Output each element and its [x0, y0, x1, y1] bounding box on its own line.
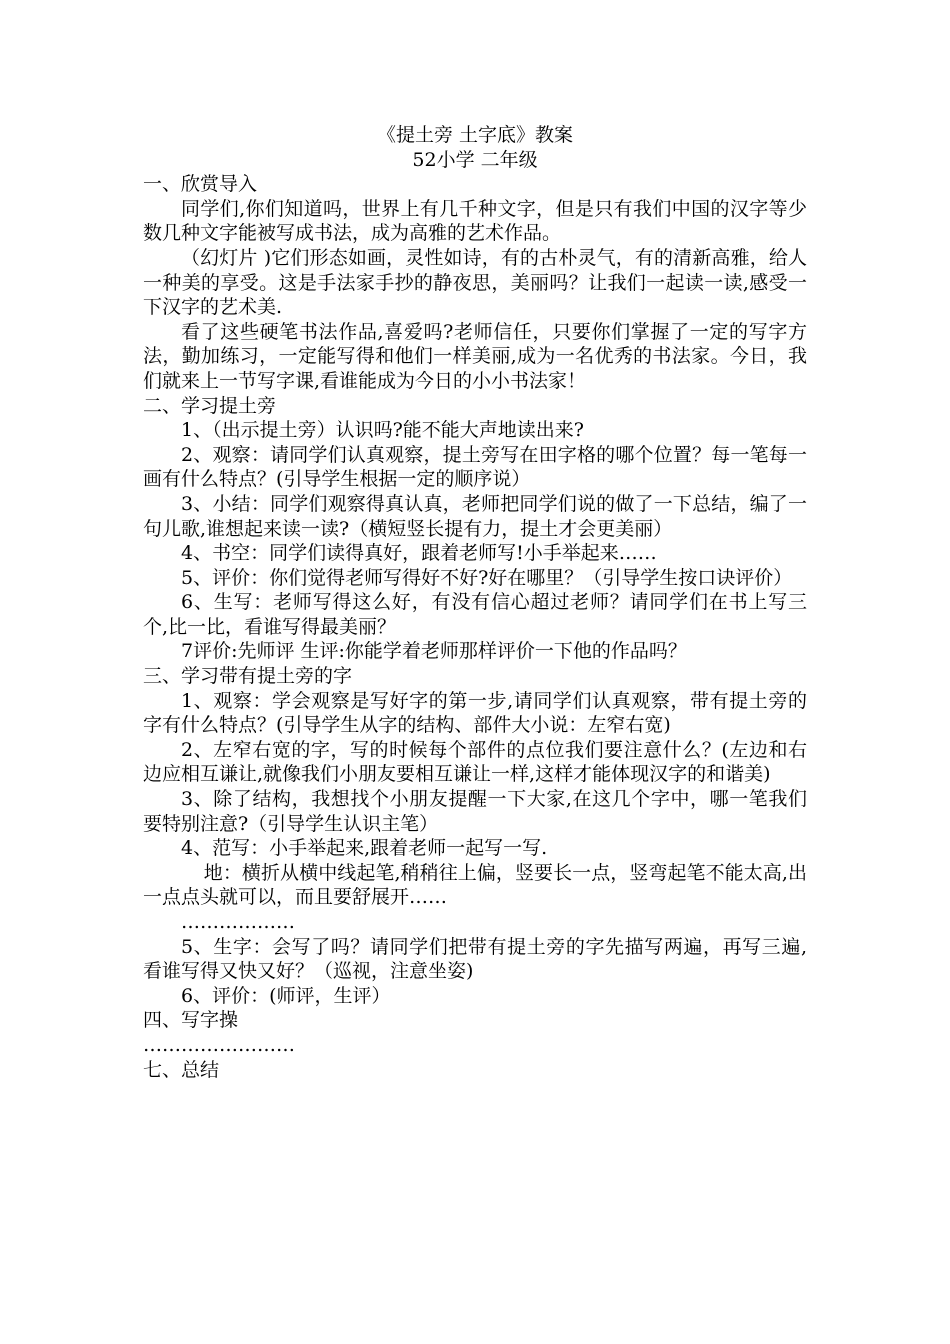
document-subtitle: 52小学 二年级 — [412, 148, 538, 171]
paragraph: 1、观察：学会观察是写好字的第一步,请同学们认真观察，带有提土旁的字有什么特点？(引导学生从字的结构、部件大小说：左窄右宽) — [143, 689, 807, 737]
paragraph: 7评价:先师评 生评:你能学着老师那样评价一下他的作品吗？ — [181, 640, 687, 663]
document-page — [143, 123, 807, 1082]
paragraph: 同学们,你们知道吗，世界上有几千种文字，但是只有我们中国的汉字等少数几种文字能被写成书法，成为高雅的艺术作品。 — [143, 197, 807, 245]
paragraph: 4、书空：同学们读得真好，跟着老师写!小手举起来…… — [181, 542, 657, 565]
document-title: 《提土旁 土字底》教案 — [376, 124, 574, 146]
paragraph: 看了这些硬笔书法作品,喜爱吗?老师信任，只要你们掌握了一定的写字方法，勤加练习，一定能写得和他们一样美丽,成为一名优秀的书法家。今日，我们就来上一节写字课,看谁能成为今日的小小书法家！ — [143, 320, 807, 392]
paragraph: 3、小结：同学们观察得真认真，老师把同学们说的做了一下总结，编了一句儿歌,谁想起来读一读?（横短竖长提有力，提土才会更美丽） — [143, 492, 807, 540]
paragraph: 4、范写：小手举起来,跟着老师一起写一写. — [181, 837, 548, 860]
section-heading: 七、总结 — [143, 1058, 220, 1081]
ellipsis-line: …………………… — [143, 1033, 295, 1056]
paragraph-note: 地：横折从横中线起笔,稍稍往上偏，竖要长一点，竖弯起笔不能太高,出一点点头就可以，而且要舒展开…… — [143, 861, 807, 909]
paragraph: 3、除了结构，我想找个小朋友提醒一下大家,在这几个字中，哪一笔我们要特别注意?（引导学生认识主笔） — [143, 788, 807, 835]
paragraph: 5、生字：会写了吗？请同学们把带有提土旁的字先描写两遍，再写三遍,看谁写得又快又好？（巡视，注意坐姿) — [143, 935, 807, 983]
paragraph: （幻灯片 )它们形态如画，灵性如诗，有的古朴灵气，有的清新高雅，给人一种美的享受。这是手法家手抄的静夜思，美丽吗？让我们一起读一读,感受一下汉字的艺术美. — [143, 246, 807, 319]
paragraph: 2、左窄右宽的字，写的时候每个部件的点位我们要注意什么？(左边和右边应相互谦让,就像我们小朋友要相互谦让一样,这样才能体现汉字的和谐美) — [143, 738, 807, 786]
paragraph: 2、观察：请同学们认真观察，提土旁写在田字格的哪个位置？每一笔每一画有什么特点？(引导学生根据一定的顺序说） — [143, 443, 807, 491]
paragraph: 1、（出示提土旁）认识吗?能不能大声地读出来? — [181, 419, 584, 442]
ellipsis-line: ……………… — [181, 911, 295, 933]
paragraph: 5、评价：你们觉得老师写得好不好?好在哪里？（引导学生按口诀评价） — [181, 566, 793, 589]
section-heading: 二、学习提土旁 — [143, 394, 277, 417]
paragraph: 6、评价：(师评，生评） — [181, 984, 391, 1007]
paragraph: 6、生写：老师写得这么好，有没有信心超过老师？请同学们在书上写三个,比一比，看谁写得最美丽？ — [143, 591, 807, 638]
section-heading: 三、学习带有提土旁的字 — [143, 665, 353, 688]
section-heading: 四、写字操 — [143, 1009, 239, 1032]
section-heading: 一、欣赏导入 — [143, 173, 258, 196]
